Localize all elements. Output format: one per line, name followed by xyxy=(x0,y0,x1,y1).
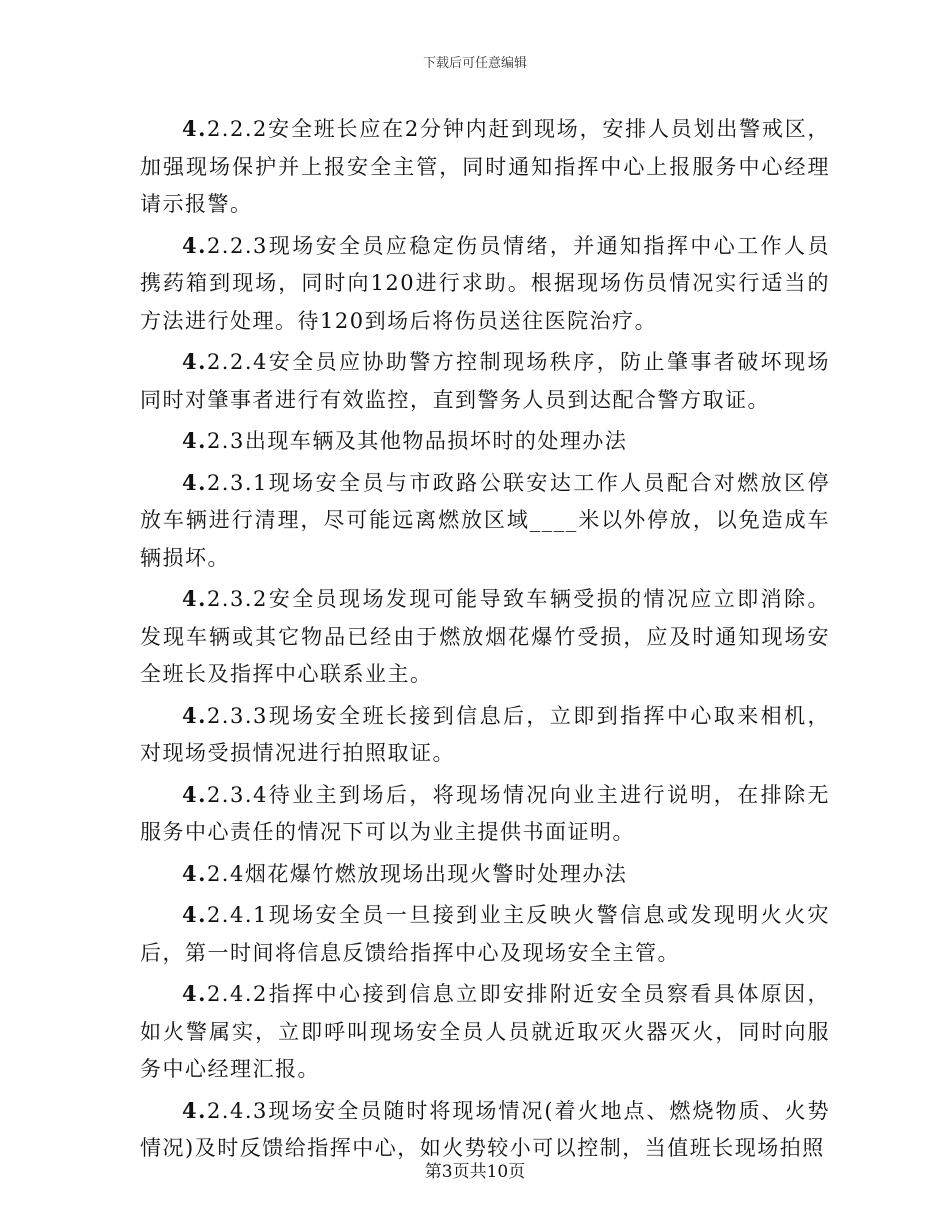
heading-4-2-3 xyxy=(140,422,830,461)
section-number-prefix: 4. xyxy=(182,469,207,495)
section-number: 2.3.4 xyxy=(206,782,268,807)
section-number: 2.4.3 xyxy=(206,1098,268,1123)
section-number: 2.3 xyxy=(206,429,245,453)
paragraph-text: 烟花爆竹燃放现场出现火警时处理办法 xyxy=(244,861,628,886)
section-number-prefix: 4. xyxy=(182,981,207,1006)
section-number: 2.2.3 xyxy=(206,233,268,258)
paragraph-4-2-2-2 xyxy=(140,110,830,224)
section-number: 2.2.4 xyxy=(206,350,268,374)
document-body xyxy=(140,110,830,1171)
section-number: 2.3.1 xyxy=(206,470,268,495)
section-number-prefix: 4. xyxy=(182,428,207,453)
paragraph-4-2-2-4 xyxy=(140,343,830,419)
paragraph-4-2-4-2 xyxy=(140,975,830,1089)
paragraph-4-2-3-4 xyxy=(140,776,830,852)
paragraph-4-2-2-3 xyxy=(140,227,830,341)
section-number: 2.4 xyxy=(206,861,245,886)
section-number: 2.3.2 xyxy=(206,587,268,611)
section-number-prefix: 4. xyxy=(182,586,207,611)
section-number: 2.3.3 xyxy=(206,703,268,728)
section-number-prefix: 4. xyxy=(182,902,207,927)
section-number-prefix: 4. xyxy=(182,781,207,807)
paragraph-text: 现场安全员随时将现场情况(着火地点、燃烧物质、火势情况)及时反馈给指挥中心，如火势较小可以控制，当值班长现场拍照 xyxy=(140,1098,830,1160)
section-number-prefix: 4. xyxy=(182,1097,207,1123)
paragraph-4-2-3-3 xyxy=(140,697,830,773)
paragraph-4-2-3-2 xyxy=(140,580,830,694)
page-number-footer: 第3页共10页 xyxy=(424,1162,526,1182)
paragraph-text: 安全员现场发现可能导致车辆受损的情况应立即消除。发现车辆或其它物品已经由于燃放烟花爆竹受损，应及时通知现场安全班长及指挥中心联系业主。 xyxy=(140,587,830,686)
paragraph-text: 待业主到场后，将现场情况向业主进行说明，在排除无服务中心责任的情况下可以为业主提供书面证明。 xyxy=(140,782,830,844)
paragraph-text: 现场安全员一旦接到业主反映火警信息或发现明火火灾后，第一时间将信息反馈给指挥中心及现场安全主管。 xyxy=(140,903,830,965)
paragraph-text: 安全员应协助警方控制现场秩序，防止肇事者破坏现场同时对肇事者进行有效监控，直到警务人员到达配合警方取证。 xyxy=(140,350,830,412)
paragraph-text: 现场安全员应稳定伤员情绪，并通知指挥中心工作人员携药箱到现场，同时向120进行求助。根据现场伤员情况实行适当的方法进行处理。待120到场后将伤员送往医院治疗。 xyxy=(140,233,830,333)
section-number-prefix: 4. xyxy=(182,116,207,141)
paragraph-4-2-3-1 xyxy=(140,464,830,578)
paragraph-text: 安全班长应在2分钟内赶到现场，安排人员划出警戒区，加强现场保护并上报安全主管，同时通知指挥中心上报服务中心经理请示报警。 xyxy=(140,117,830,216)
paragraph-text: 出现车辆及其他物品损坏时的处理办法 xyxy=(244,429,628,453)
section-number: 2.4.2 xyxy=(206,982,268,1006)
section-number: 2.4.1 xyxy=(206,903,268,927)
section-number-prefix: 4. xyxy=(182,702,207,728)
paragraph-text: 现场安全班长接到信息后，立即到指挥中心取来相机，对现场受损情况进行拍照取证。 xyxy=(140,703,830,765)
section-number-prefix: 4. xyxy=(182,232,207,258)
heading-4-2-4 xyxy=(140,855,830,894)
paragraph-4-2-4-1 xyxy=(140,896,830,972)
section-number-prefix: 4. xyxy=(182,349,207,374)
section-number: 2.2.2 xyxy=(206,117,268,141)
paragraph-text: 指挥中心接到信息立即安排附近安全员察看具体原因，如火警属实，立即呼叫现场安全员人员就近取灭火器灭火，同时向服务中心经理汇报。 xyxy=(140,982,830,1081)
paragraph-text: 现场安全员与市政路公联安达工作人员配合对燃放区停放车辆进行清理，尽可能远离燃放区域____米以外停放，以免造成车辆损坏。 xyxy=(140,470,830,570)
page-header-note: 下载后可任意编辑 xyxy=(422,56,527,71)
section-number-prefix: 4. xyxy=(182,860,207,886)
